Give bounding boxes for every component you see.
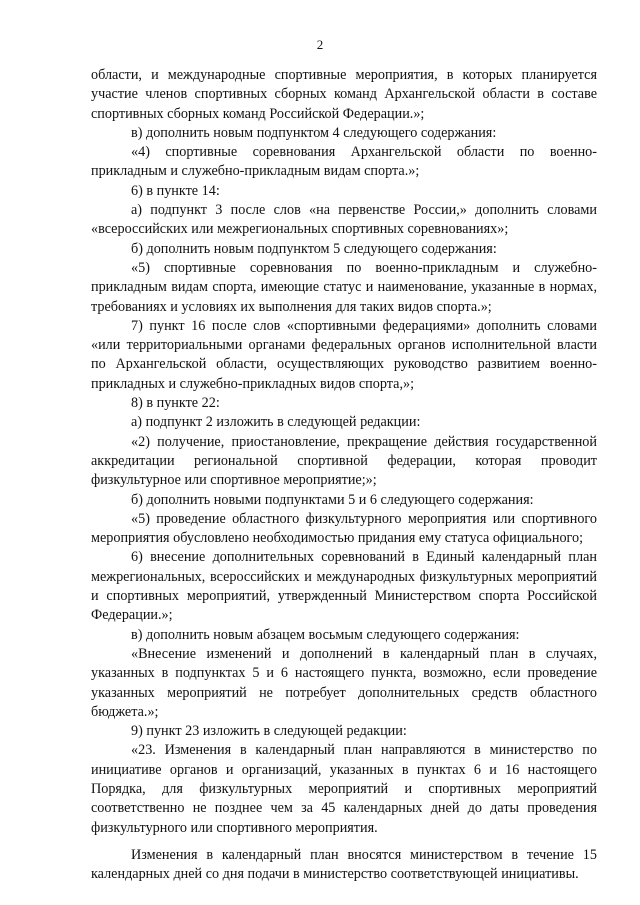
paragraph: б) дополнить новыми подпунктами 5 и 6 следующего содержания: (131, 491, 534, 508)
paragraph: «4) спортивные соревнования Архангельской области по военно-прикладным и служебно-прикладным видам спорта.»; (91, 144, 597, 180)
paragraph: а) подпункт 3 после слов «на первенстве России,» дополнить словами «всероссийских или межрегиональных спортивных соревнованиях»; (91, 202, 597, 238)
paragraph: «Внесение изменений и дополнений в календарный план в случаях, указанных в подпунктах 5 и 6 настоящего пункта, возможно, если проведение указанных мероприятий не потребует дополнительных средств областного бюджета.»; (91, 645, 597, 720)
paragraph: 6) в пункте 14: (131, 182, 220, 199)
document-body (91, 66, 597, 884)
paragraph: «5) спортивные соревнования по военно-прикладным и служебно-прикладным видам спорта, имеющие статус и наименование, указанные в нормах, требованиях и условиях их выполнения для таких видов спорта.»; (91, 259, 597, 315)
page-number: 2 (316, 37, 324, 52)
paragraph: б) дополнить новым подпунктом 5 следующего содержания: (131, 240, 497, 257)
paragraph: «5) проведение областного физкультурного мероприятия или спортивного мероприятия обусловлено необходимостью придания ему статуса официального; (91, 510, 597, 547)
paragraph: «23. Изменения в календарный план направляются в министерство по инициативе органов и организаций, указанных в пунктах 6 и 16 настоящего Порядка, для физкультурных мероприятий и спортивных мероприятий соответственно не позднее чем за 45 календарных дней до даты проведения физкультурного или спортивного мероприятия. (91, 742, 597, 836)
paragraph: Изменения в календарный план вносятся министерством в течение 15 календарных дней со дня подачи в министерство соответствующей инициативы. (91, 846, 597, 883)
paragraph: 9) пункт 23 изложить в следующей редакции: (131, 723, 407, 740)
paragraph: области, и международные спортивные мероприятия, в которых планируется участие членов спортивных сборных команд Архангельской области в составе спортивных сборных команд Российской Федерации.»; (91, 67, 597, 122)
paragraph: в) дополнить новым абзацем восьмым следующего содержания: (131, 626, 520, 643)
paragraph: в) дополнить новым подпунктом 4 следующего содержания: (131, 124, 497, 141)
paragraph: «2) получение, приостановление, прекращение действия государственной аккредитации региональной спортивной федерации, которая проводит физкультурное или спортивное мероприятие;»; (91, 433, 597, 489)
paragraph: а) подпункт 2 изложить в следующей редакции: (131, 414, 421, 431)
paragraph: 7) пункт 16 после слов «спортивными федерациями» дополнить словами «или территориальными органами федеральных органов исполнительной власти по Архангельской области, осуществляющих руководство развитием военно-прикладных и служебно-прикладных видов спорта,»; (91, 317, 597, 392)
paragraph: 6) внесение дополнительных соревнований в Единый календарный план межрегиональных, всероссийских и международных физкультурных мероприятий и спортивных мероприятий, утвержденный Министерством спорта Российской Федерации.»; (91, 549, 597, 624)
paragraph: 8) в пункте 22: (131, 395, 220, 412)
